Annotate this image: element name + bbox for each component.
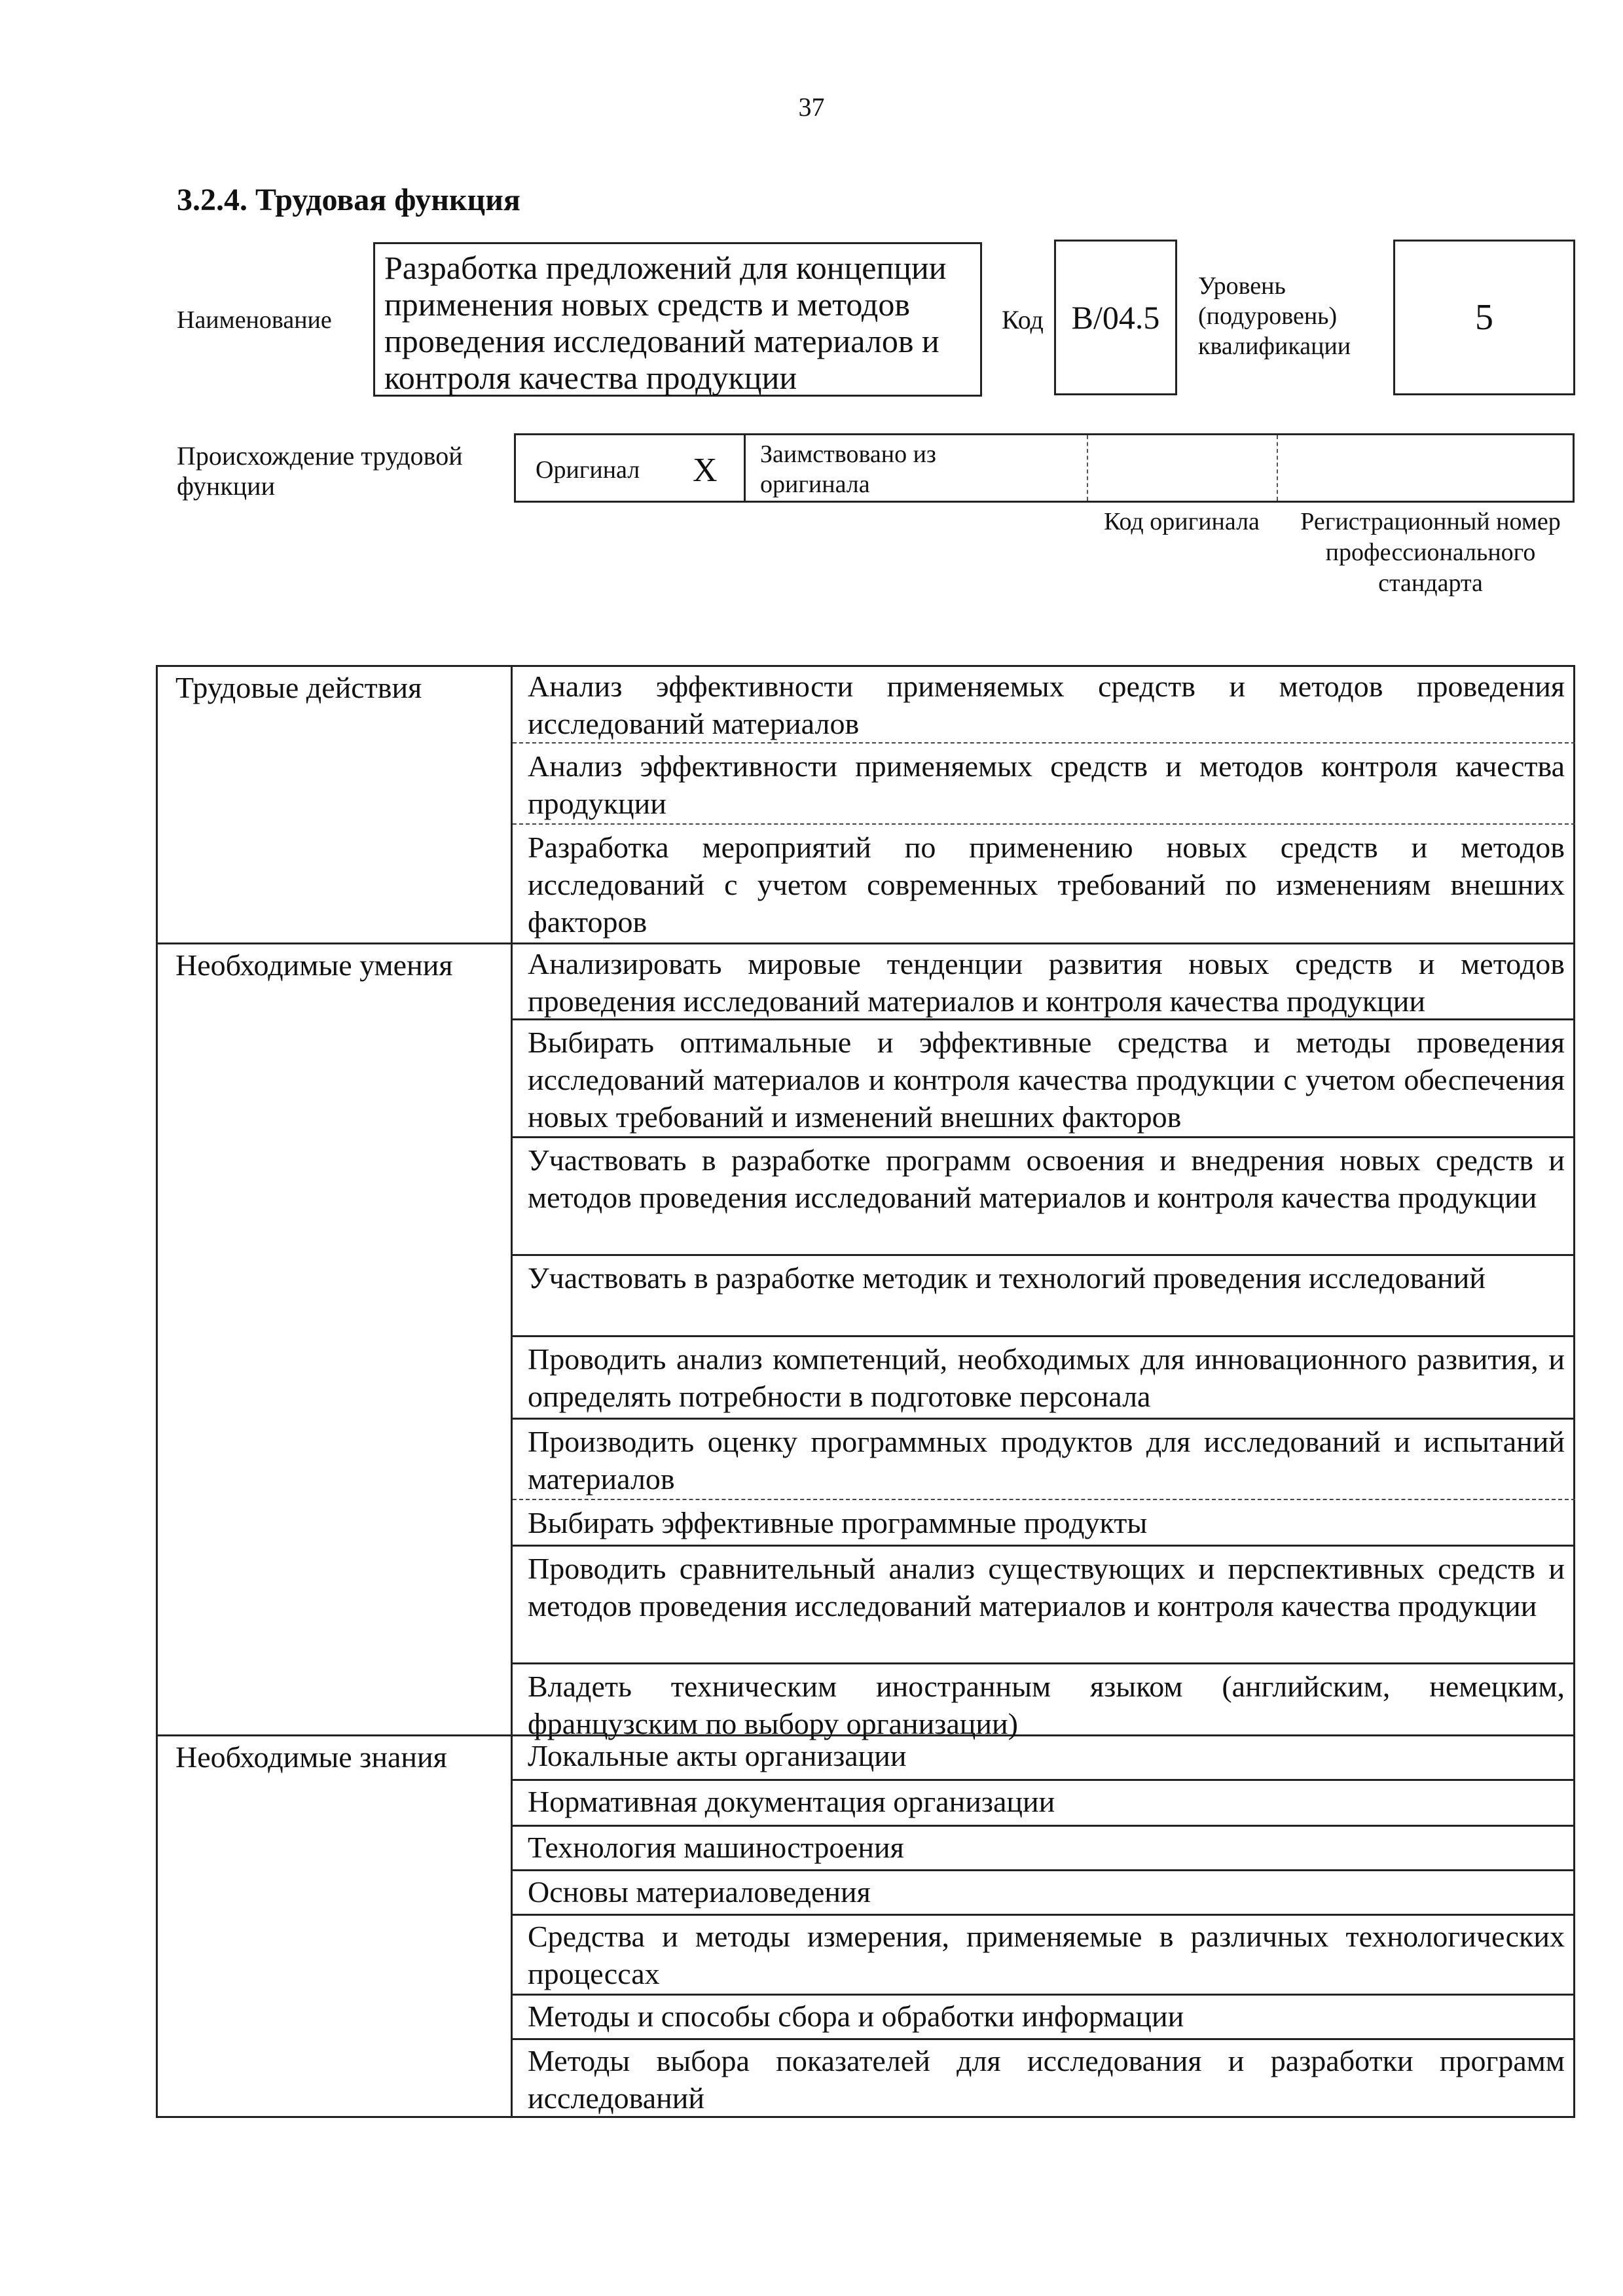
table-row: Владеть техническим иностранным языком (английским, немецким, французским по выбору организации): [528, 1670, 1565, 1740]
original-label: Оригинал: [536, 456, 640, 484]
table-row: Производить оценку программных продуктов для исследований и испытаний материалов: [528, 1425, 1565, 1496]
table-row: Технология машиностроения: [528, 1831, 904, 1864]
table-row: Выбирать оптимальные и эффективные средства и методы проведения исследований материалов и контроля качества продукции с учетом обеспечения новых требований и изменений внешних факторов: [528, 1026, 1565, 1134]
code-caption: Код оригинала: [1104, 508, 1260, 535]
registration-caption: Регистрационный номер профессионального стандарта: [1300, 508, 1561, 597]
table-row: Средства и методы измерения, применяемые в различных технологических процессах: [528, 1920, 1565, 1990]
row-divider: [513, 1994, 1575, 1996]
table-row: Проводить анализ компетенций, необходимых для инновационного развития, и определять потребности в подготовке персонала: [528, 1342, 1565, 1413]
table-row: Основы материаловедения: [528, 1875, 871, 1909]
row-divider: [513, 742, 1575, 744]
table-row: Нормативная документация организации: [528, 1785, 1055, 1818]
section-label-knowledge: Необходимые знания: [175, 1740, 447, 1774]
table-row: Выбирать эффективные программные продукты: [528, 1506, 1148, 1539]
row-divider: [513, 1254, 1575, 1256]
row-divider: [513, 1545, 1575, 1547]
row-divider: [513, 1335, 1575, 1337]
table-row: Проводить сравнительный анализ существующих и перспективных средств и методов проведения исследований материалов и контроля качества продукции: [528, 1552, 1565, 1623]
original-mark: X: [693, 452, 718, 489]
section-title: 3.2.4. Трудовая функция: [177, 183, 520, 217]
table-row: Методы выбора показателей для исследования и разработки программ исследований: [528, 2044, 1565, 2115]
page-number: 37: [798, 92, 825, 122]
origin-row: [514, 433, 1575, 503]
row-divider: [513, 2038, 1575, 2040]
row-divider: [513, 1136, 1575, 1138]
section-label-actions: Трудовые действия: [175, 671, 422, 704]
section-divider: [156, 942, 1575, 944]
table-row: Участвовать в разработке программ освоения и внедрения новых средств и методов проведения исследований материалов и контроля качества продукции: [528, 1143, 1565, 1214]
row-divider: [513, 1869, 1575, 1871]
section-label-skills: Необходимые умения: [175, 948, 453, 982]
row-divider: [513, 823, 1575, 825]
row-divider: [513, 1018, 1575, 1020]
row-divider: [513, 1825, 1575, 1827]
table-row: Анализ эффективности применяемых средств и методов контроля качества продукции: [528, 749, 1565, 820]
row-divider: [513, 1779, 1575, 1781]
row-divider: [513, 1662, 1575, 1664]
code-label: Код: [1002, 305, 1044, 334]
code-value-box: B/04.5: [1054, 240, 1177, 395]
row-divider: [513, 1914, 1575, 1916]
borrowed-cell: [744, 435, 953, 501]
borrowed-label: Заимствовано из оригинала: [760, 440, 936, 498]
original-code-cell: [1087, 435, 1277, 501]
table-row: Методы и способы сбора и обработки информации: [528, 2000, 1184, 2033]
row-divider: [513, 1499, 1575, 1500]
registration-number-cell: [1277, 435, 1577, 501]
table-row: Разработка мероприятий по применению новых средств и методов исследований с учетом современных требований по изменениям внешних факторов: [528, 831, 1565, 939]
function-name-box: Разработка предложений для концепции применения новых средств и методов проведения исследований материалов и контроля качества продукции: [373, 242, 982, 397]
level-value-box: 5: [1393, 240, 1575, 395]
origin-label: Происхождение трудовой функции: [177, 441, 463, 501]
table-row: Анализ эффективности применяемых средств и методов проведения исследований материалов: [528, 670, 1565, 740]
table-row: Локальные акты организации: [528, 1739, 907, 1772]
name-label: Наименование: [177, 306, 332, 334]
table-row: Участвовать в разработке методик и технологий проведения исследований: [528, 1261, 1486, 1295]
row-divider: [513, 1418, 1575, 1420]
level-label: Уровень (подуровень) квалификации: [1198, 272, 1351, 360]
column-divider: [511, 665, 513, 2118]
table-row: Анализировать мировые тенденции развития новых средств и методов проведения исследований материалов и контроля качества продукции: [528, 947, 1565, 1018]
